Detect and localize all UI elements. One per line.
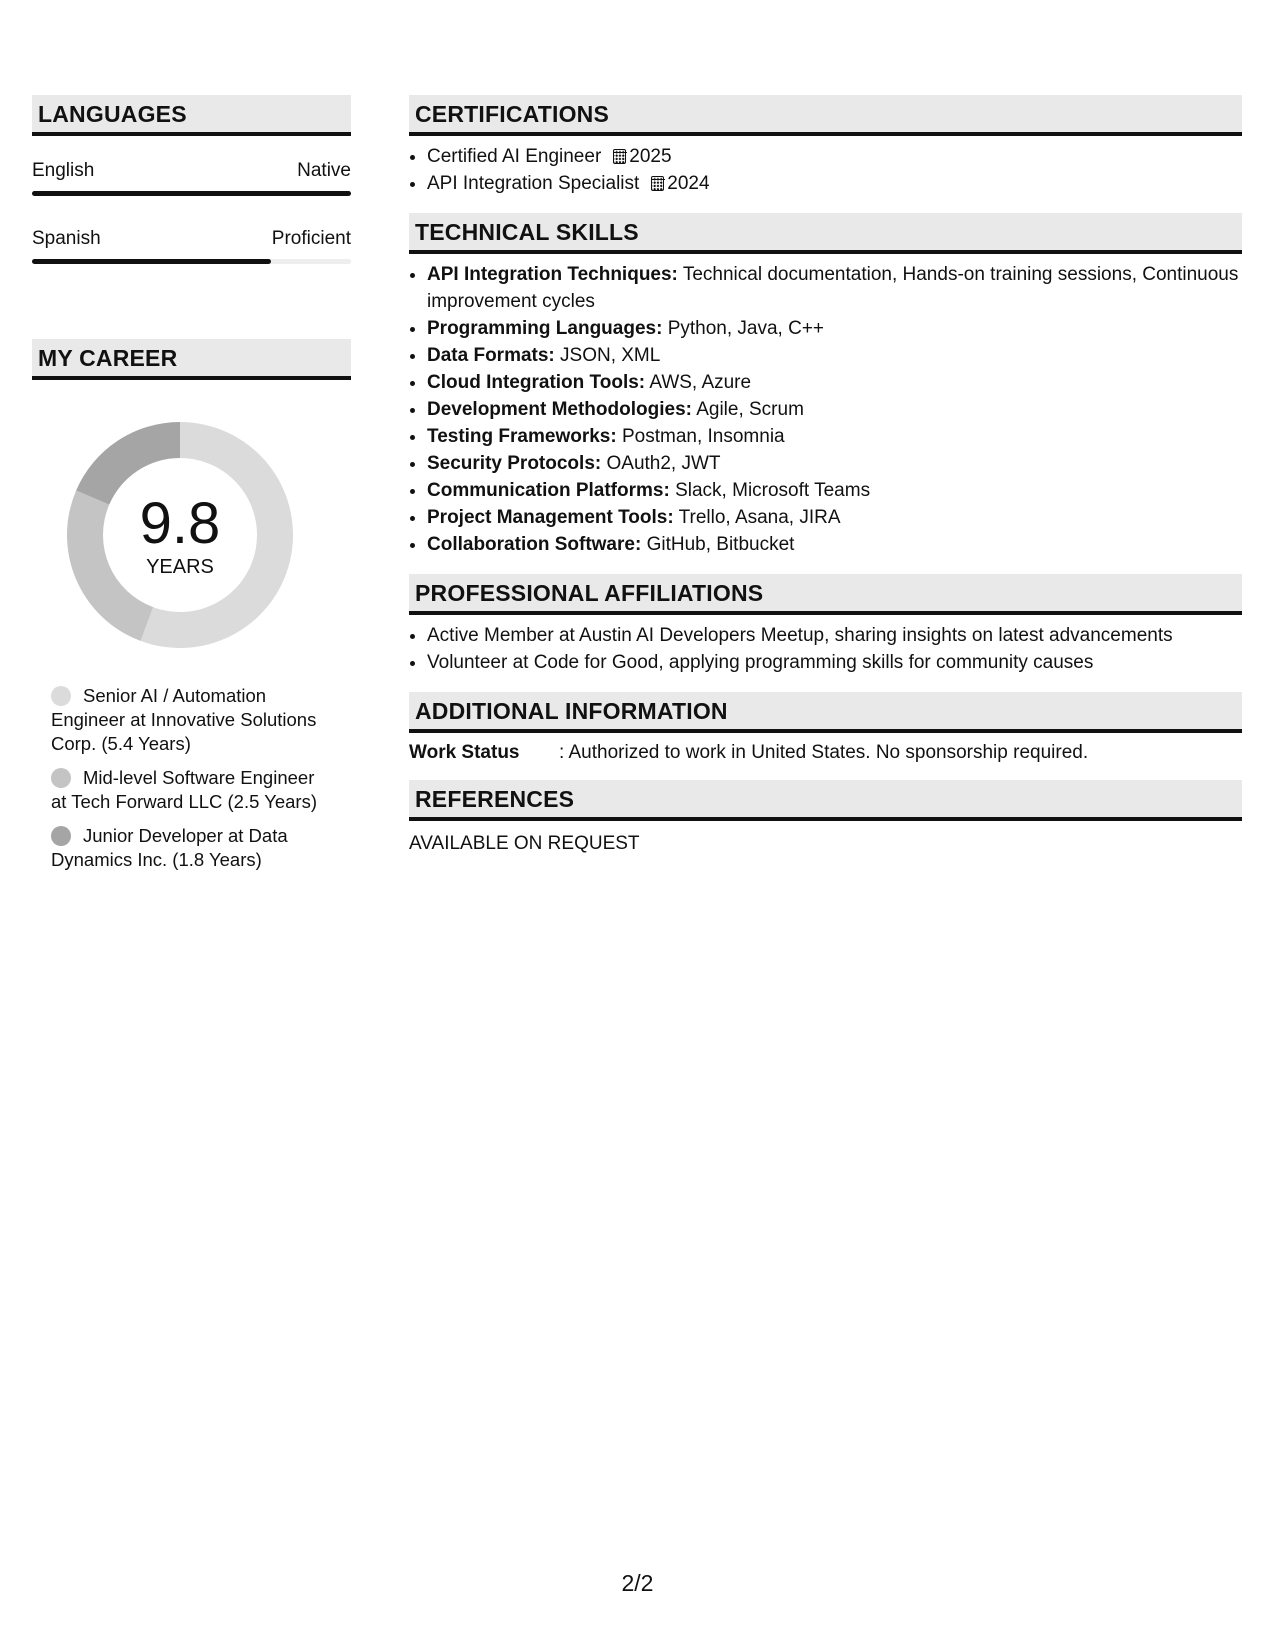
skill-label: Development Methodologies:: [427, 399, 692, 420]
skill-label: Cloud Integration Tools:: [427, 372, 646, 393]
language-proficiency-fill: [32, 191, 351, 196]
references-header: REFERENCES: [409, 780, 1242, 821]
language-proficiency-fill: [32, 259, 271, 264]
work-status-label: Work Status: [409, 742, 520, 763]
calendar-icon: [651, 176, 664, 191]
career-legend-item: [51, 766, 331, 814]
certification-year: 2025: [629, 146, 672, 167]
skill-value: Technical documentation, Hands-on training sessions, Continuous improvement cycles: [427, 264, 1239, 312]
references-text: AVAILABLE ON REQUEST: [409, 833, 640, 854]
language-item-spanish: [32, 228, 351, 264]
skill-item: [427, 450, 1242, 477]
skill-value: AWS, Azure: [649, 372, 752, 393]
skill-label: Collaboration Software:: [427, 534, 642, 555]
additional-info-header: ADDITIONAL INFORMATION: [409, 692, 1242, 733]
skill-value: OAuth2, JWT: [606, 453, 721, 474]
skill-label: Communication Platforms:: [427, 480, 670, 501]
skills-header: TECHNICAL SKILLS: [409, 213, 1242, 254]
work-status-value: : Authorized to work in United States. No sponsorship required.: [559, 742, 1089, 763]
skill-value: JSON, XML: [560, 345, 661, 366]
career-legend-item: [51, 824, 331, 872]
skill-item: [427, 477, 1242, 504]
certifications-header: CERTIFICATIONS: [409, 95, 1242, 136]
calendar-icon: [613, 149, 626, 164]
skill-value: Slack, Microsoft Teams: [675, 480, 871, 501]
language-name: English: [32, 160, 95, 181]
certification-name: Certified AI Engineer: [427, 146, 602, 167]
certification-item: [427, 143, 1242, 170]
skill-value: Trello, Asana, JIRA: [678, 507, 841, 528]
skill-item: [427, 315, 1242, 342]
skill-item: [427, 396, 1242, 423]
skill-label: Testing Frameworks:: [427, 426, 617, 447]
affiliations-header: PROFESSIONAL AFFILIATIONS: [409, 574, 1242, 615]
skill-value: Agile, Scrum: [696, 399, 804, 420]
career-header: MY CAREER: [32, 339, 351, 380]
legend-dot-icon: [51, 686, 71, 706]
skill-value: Postman, Insomnia: [621, 426, 785, 447]
languages-header: LANGUAGES: [32, 95, 351, 136]
certifications-list: [409, 143, 1242, 197]
skill-label: Project Management Tools:: [427, 507, 674, 528]
language-proficiency-bar: [32, 259, 351, 264]
career-total-unit: YEARS: [146, 556, 214, 578]
certification-name: API Integration Specialist: [427, 173, 640, 194]
skill-item: [427, 531, 1242, 558]
career-legend-text: Mid-level Software Engineer at Tech Forward LLC (2.5 Years): [51, 767, 317, 812]
skill-value: GitHub, Bitbucket: [646, 534, 795, 555]
affiliation-item: • Volunteer at Code for Good, applying programming skills for community causes: [427, 649, 1242, 676]
language-item-english: [32, 160, 351, 196]
skill-label: Security Protocols:: [427, 453, 602, 474]
legend-dot-icon: [51, 826, 71, 846]
skill-item: [427, 369, 1242, 396]
right-column: [409, 95, 1242, 855]
language-level: Proficient: [271, 228, 351, 249]
language-name: Spanish: [32, 228, 101, 249]
page-number: 2/2: [621, 1570, 654, 1596]
career-total-years: 9.8: [139, 491, 221, 556]
language-level: Native: [297, 160, 351, 181]
skill-label: Programming Languages:: [427, 318, 663, 339]
left-column: [32, 95, 351, 882]
skill-label: Data Formats:: [427, 345, 555, 366]
skill-item: [427, 504, 1242, 531]
career-donut-chart: [67, 422, 293, 648]
skills-list: [409, 261, 1242, 558]
language-proficiency-bar: [32, 191, 351, 196]
affiliations-list: [409, 622, 1242, 676]
affiliation-item: • Active Member at Austin AI Developers Meetup, sharing insights on latest advancements: [427, 622, 1242, 649]
career-legend-item: [51, 684, 331, 756]
skill-item: [427, 261, 1242, 315]
career-legend-text: Senior AI / Automation Engineer at Innovative Solutions Corp. (5.4 Years): [51, 685, 317, 754]
career-legend: [51, 684, 331, 872]
skill-value: Python, Java, C++: [667, 318, 825, 339]
career-legend-text: Junior Developer at Data Dynamics Inc. (1.8 Years): [51, 825, 288, 870]
skill-item: [427, 342, 1242, 369]
work-status-row: [409, 742, 1242, 764]
skill-item: [427, 423, 1242, 450]
skill-label: API Integration Techniques:: [427, 264, 678, 285]
certification-year: 2024: [667, 173, 710, 194]
legend-dot-icon: [51, 768, 71, 788]
certification-item: [427, 170, 1242, 197]
